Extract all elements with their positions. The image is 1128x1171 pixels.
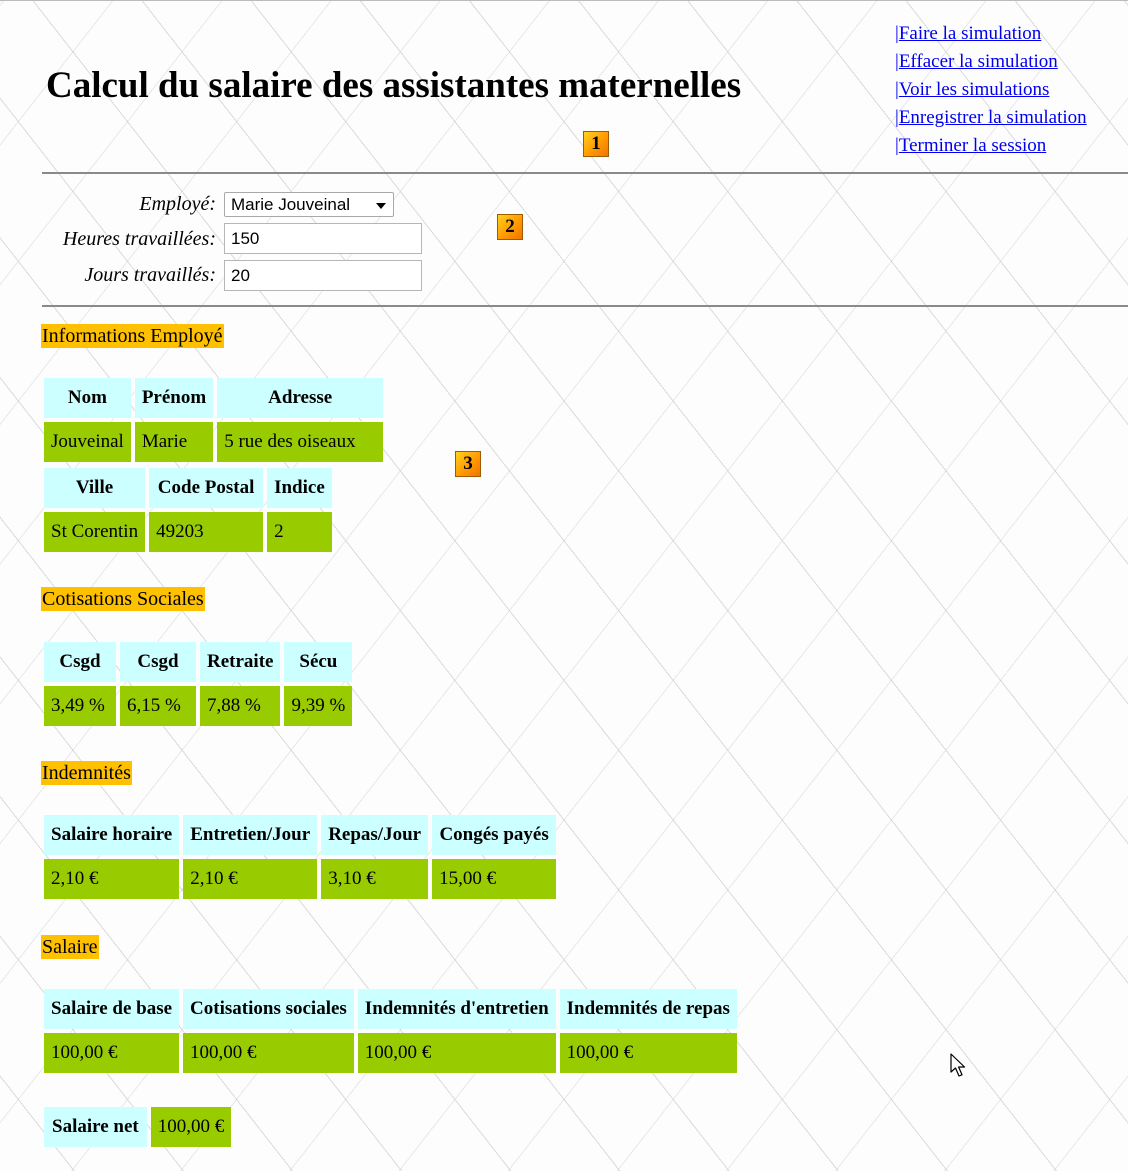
cell-salaire-horaire: 2,10 € bbox=[44, 859, 179, 899]
employee-select-value: Marie Jouveinal bbox=[231, 195, 351, 214]
cell-entretien-jour: 2,10 € bbox=[183, 859, 317, 899]
employee-select[interactable] bbox=[224, 192, 394, 217]
region-marker-1: 1 bbox=[583, 131, 609, 157]
social-contributions-table bbox=[40, 638, 356, 730]
header-nom: Nom bbox=[44, 378, 131, 418]
table-header-row bbox=[44, 989, 737, 1029]
indemnities-title: Indemnités bbox=[42, 762, 131, 784]
cell-salaire-base: 100,00 € bbox=[44, 1033, 179, 1073]
header-secu: Sécu bbox=[284, 642, 352, 682]
cell-indice: 2 bbox=[267, 512, 332, 552]
employee-identity-table bbox=[40, 374, 387, 466]
menu-link-enregistrer-simulation[interactable]: |Enregistrer la simulation bbox=[895, 107, 1087, 128]
table-header-row bbox=[44, 815, 556, 855]
menu-link-faire-simulation[interactable]: |Faire la simulation bbox=[895, 23, 1042, 44]
table-row bbox=[44, 1033, 737, 1073]
cell-nom: Jouveinal bbox=[44, 422, 131, 462]
header-prenom: Prénom bbox=[135, 378, 213, 418]
cell-ville: St Corentin bbox=[44, 512, 145, 552]
cell-adresse: 5 rue des oiseaux bbox=[217, 422, 383, 462]
header-cotisations-sociales: Cotisations sociales bbox=[183, 989, 354, 1029]
cell-csgd-2: 6,15 % bbox=[120, 686, 196, 726]
hours-input[interactable]: 150 bbox=[224, 223, 422, 254]
days-label: Jours travaillés: bbox=[84, 264, 216, 286]
header-adresse: Adresse bbox=[217, 378, 383, 418]
table-row bbox=[44, 512, 332, 552]
menu-link-terminer-session[interactable]: |Terminer la session bbox=[895, 135, 1047, 156]
cell-retraite: 7,88 % bbox=[200, 686, 280, 726]
header-retraite: Retraite bbox=[200, 642, 280, 682]
cell-indemnites-repas: 100,00 € bbox=[560, 1033, 737, 1073]
region-marker-3: 3 bbox=[455, 451, 481, 477]
header-ville: Ville bbox=[44, 468, 145, 508]
header-csgd-1: Csgd bbox=[44, 642, 116, 682]
salary-title: Salaire bbox=[42, 936, 98, 958]
chevron-down-icon bbox=[376, 203, 386, 209]
header-conges-payes: Congés payés bbox=[432, 815, 556, 855]
hours-label: Heures travaillées: bbox=[62, 228, 216, 250]
header-divider bbox=[42, 172, 1128, 174]
cell-repas-jour: 3,10 € bbox=[321, 859, 428, 899]
form-divider bbox=[42, 305, 1128, 307]
employee-info-title: Informations Employé bbox=[42, 325, 223, 347]
header-repas-jour: Repas/Jour bbox=[321, 815, 428, 855]
header-indice: Indice bbox=[267, 468, 332, 508]
region-marker-2: 2 bbox=[497, 214, 523, 240]
cell-secu: 9,39 % bbox=[284, 686, 352, 726]
header-csgd-2: Csgd bbox=[120, 642, 196, 682]
header-salaire-horaire: Salaire horaire bbox=[44, 815, 179, 855]
cell-prenom: Marie bbox=[135, 422, 213, 462]
table-row bbox=[44, 422, 383, 462]
action-menu bbox=[895, 20, 1087, 160]
mouse-pointer-icon bbox=[950, 1053, 970, 1079]
table-header-row bbox=[44, 642, 352, 682]
social-contributions-title: Cotisations Sociales bbox=[42, 588, 204, 610]
indemnities-table bbox=[40, 811, 560, 903]
cell-csgd-1: 3,49 % bbox=[44, 686, 116, 726]
salary-table bbox=[40, 985, 741, 1077]
table-header-row bbox=[44, 468, 332, 508]
table-header-row bbox=[44, 378, 383, 418]
top-border bbox=[0, 0, 1128, 1]
menu-link-effacer-simulation[interactable]: |Effacer la simulation bbox=[895, 51, 1058, 72]
header-code-postal: Code Postal bbox=[149, 468, 263, 508]
header-indemnites-entretien: Indemnités d'entretien bbox=[358, 989, 556, 1029]
employee-location-table bbox=[40, 464, 336, 556]
menu-link-voir-simulations[interactable]: |Voir les simulations bbox=[895, 79, 1050, 100]
table-row bbox=[44, 686, 352, 726]
header-entretien-jour: Entretien/Jour bbox=[183, 815, 317, 855]
cell-code-postal: 49203 bbox=[149, 512, 263, 552]
table-row bbox=[44, 1107, 231, 1147]
net-salary-value: 100,00 € bbox=[151, 1107, 232, 1147]
header-salaire-base: Salaire de base bbox=[44, 989, 179, 1029]
cell-conges-payes: 15,00 € bbox=[432, 859, 556, 899]
page-title: Calcul du salaire des assistantes maternelles bbox=[46, 65, 742, 106]
days-input[interactable]: 20 bbox=[224, 260, 422, 291]
header-indemnites-repas: Indemnités de repas bbox=[560, 989, 737, 1029]
net-salary-label: Salaire net bbox=[44, 1107, 147, 1147]
net-salary-table bbox=[40, 1103, 235, 1151]
employee-label: Employé: bbox=[139, 193, 216, 215]
cell-indemnites-entretien: 100,00 € bbox=[358, 1033, 556, 1073]
table-row bbox=[44, 859, 556, 899]
cell-cotisations-sociales: 100,00 € bbox=[183, 1033, 354, 1073]
